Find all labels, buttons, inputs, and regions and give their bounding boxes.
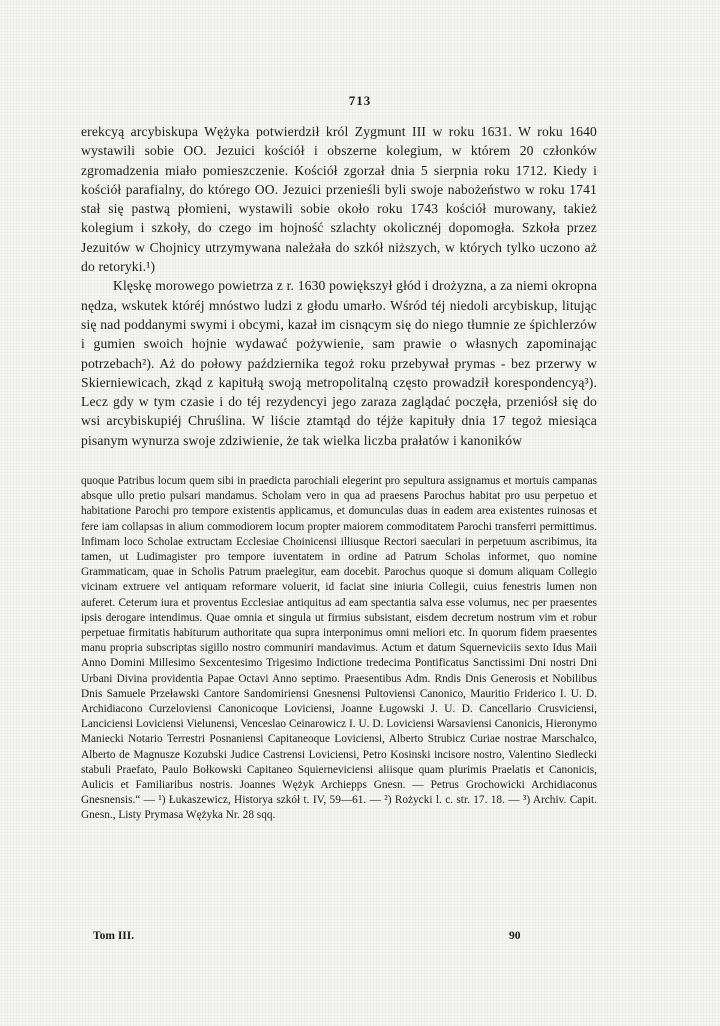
footnote-text: quoque Patribus locum quem sibi in praedicta parochiali elegerint pro sepultura assignamus et mortuis campanas absque ullo pretio pulsari mandamus. Scholam vero in qua ad praesens Parochus habitat pro usu perpetuo et habitatione Parochi pro tempore existentis applicamus, et domunculas duas in eadem area existentes ruinosas et fere iam collapsas in alium commodiorem locum propter maiorem commoditatem Parochi transferri permittimus. Infimam loco Scholae extructam Ecclesiae Choinicensi illiusque Rectori saeculari in perpetuum ascribimus, ita tamen, ut Ludimagister pro tempore iuventatem in ordine ad Patrum Scholas informet, quo nomine Grammaticam, quae in Scholis Patrum praelegitur, eam docebit. Parochus quoque si domum aliquam Collegio vicinam extruere vel antiquam reformare voluerit, id faciat sine iniuria Collegii, cuius fenestris lumen non auferet. Ceterum iura et proventus Ecclesiae antiquitus ad eam spectantia salva esse volumus, nec per praesentes ipsis derogare intendimus. Quae omnia et singula ut firmius subsistant, eisdem decretum nostrum vim et robur perpetuae firmitatis habiturum authoritate qua supra interponimus omni meliori etc. In quorum fidem praesentes manu propria subscriptas sigillo nostro communiri mandavimus. Actum et datum Squerneviciis sexto Idus Maii Anno Domini Millesimo Sexcentesimo Trigesimo Indictione tredecima Pontificatus Sanctissimi Dni nostri Dni Urbani Divina providentia Papae Octavi Anno septimo. Praesentibus Adm. Rndis Dnis Generosis et Nobilibus Dnis Samuele Przeławski Cantore Sandomiriensi Gnesnensi Pultoviensi Canonico, Mauritio Friderico I. U. D. Archidiacono Curzeloviensi Canonicoque Loviciensi, Joanne Ługowski J. U. D. Cancellario Crusviciensi, Lanciciensi Loviciensi Vielunensi, Venceslao Ceinarowicz I. U. D. Loviciensi Warsaviensi Canonicis, Hieronymo Maniecki Notario Terrestri Posnaniensi Capitaneoque Loviciensi, Alberto Strubicz Curiae nostrae Marschalco, Alberto de Magnusze Kozubski Judice Castrensi Loviciensi, Petro Kosinski incisore nostro, Valentino Siedlecki stabuli Praefato, Paulo Bołkowski Capitaneo Squierneviciensi aliisque quam plurimis Praelatis et Canonicis, Aulicis et Familiaribus nostris. Joannes Wężyk Archiepps Gnesn. — Petrus Grochowicki Archidiaconus Gnesnensis.“ — ¹) Łukaszewicz, Historya szkół t. IV, 59—61. — ²) Rożycki l. c. str. 17. 18. — ³) Archiv. Capit. Gnesn., Listy Prymasa Wężyka Nr. 28 sqq. <box>81 475 597 822</box>
paragraph-1: erekcyą arcybiskupa Wężyka potwierdził król Zygmunt III w roku 1631. W roku 1640 wystawili sobie OO. Jezuici kościół i obszerne kolegium, w którem 20 członków zgromadzenia miało pomieszczenie. Kościół zgorzał dnia 5 sierpnia roku 1712. Kiedy i kościół parafialny, do którego OO. Jezuici przenieśli byli swoje nabożeństwo w roku 1741 stał się pastwą płomieni, wystawili sobie około roku 1743 kościół murowany, takież kolegium i szkoły, do czego im hojność szlachty okolicznéj dopomogła. Szkoła przez Jezuitów w Chojnicy utrzymywana należała do szkół niższych, w których tylko uczono aż do retoryki.¹) <box>81 124 597 275</box>
main-text <box>81 122 597 450</box>
footnote <box>81 474 597 824</box>
page-number: 713 <box>348 93 372 108</box>
signature-number: 90 <box>509 930 521 942</box>
paragraph-2: Klęskę morowego powietrza z r. 1630 powiększył głód i drożyzna, a za niemi okropna nędza, wskutek któréj mnóstwo ludzi z głodu umarło. Wśród téj niedoli arcybiskup, litując się nad poddanymi swymi i obcymi, kazał im cisnącym się do niego tłumnie ze śpichlerzów i gumien swoich hojnie wydawać pożywienie, sam prawie o własnych zapominając potrzebach²). Aż do połowy października tegoż roku przebywał prymas - bez przerwy w Skierniewicach, zkąd z kapitułą swoją metropolitalną często prowadził korespondencyą³). Lecz gdy w tym czasie i do téj rezydencyi jego zaraza zaglądać poczęła, przeniósł się do wsi arcybiskupiéj Chruślina. W liście ztamtąd do téjże kapituły dnia 17 tegoż miesiąca pisanym wynurza swoje zdziwienie, że tak wielka liczba prałatów i kanoników <box>81 278 597 448</box>
volume-label: Tom III. <box>93 930 135 942</box>
